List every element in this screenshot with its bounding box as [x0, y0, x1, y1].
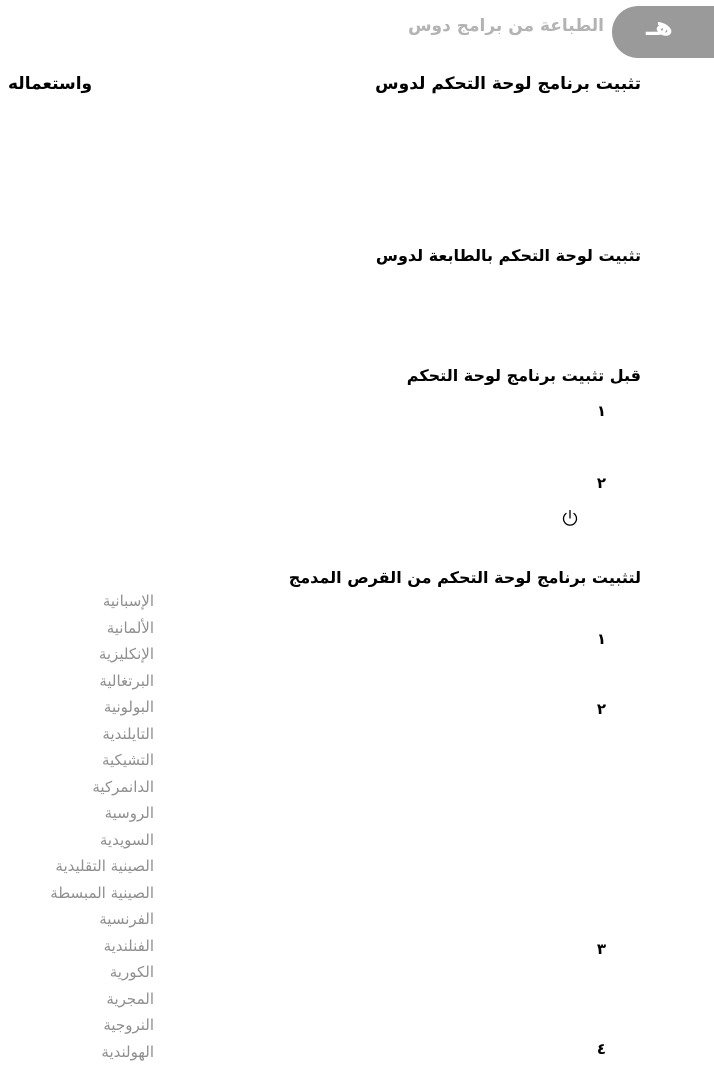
language-item: الروسية — [50, 800, 154, 827]
running-header: الطباعة من برامج دوس — [408, 16, 604, 36]
language-list — [50, 588, 154, 1065]
language-item: التايلندية — [50, 721, 154, 748]
language-item: الهولندية — [50, 1039, 154, 1065]
page-title: تثبيت برنامج لوحة التحكم لدوس — [375, 74, 641, 94]
section-heading-cd-install: لتثبيت برنامج لوحة التحكم من القرص المدمج — [281, 564, 641, 592]
language-item: الفرنسية — [50, 906, 154, 933]
language-item: الصينية التقليدية — [50, 853, 154, 880]
page-title-continuation: واستعماله — [8, 74, 92, 94]
language-item: الإنكليزية — [50, 641, 154, 668]
section-heading-before-install: قبل تثبيت برنامج لوحة التحكم — [407, 366, 641, 385]
step-number: ١ — [597, 402, 606, 420]
step-number: ١ — [597, 630, 606, 648]
language-item: الإسبانية — [50, 588, 154, 615]
chapter-letter: هـ — [646, 12, 673, 42]
language-item: البولونية — [50, 694, 154, 721]
language-item: البرتغالية — [50, 668, 154, 695]
language-item: الفنلندية — [50, 933, 154, 960]
step-number: ٢ — [597, 474, 606, 492]
language-item: الصينية المبسطة — [50, 880, 154, 907]
language-item: السويدية — [50, 827, 154, 854]
power-icon — [560, 508, 580, 528]
language-item: الألمانية — [50, 615, 154, 642]
step-number: ٢ — [597, 700, 606, 718]
section-heading-install: تثبيت لوحة التحكم بالطابعة لدوس — [376, 246, 641, 265]
language-item: الدانمركية — [50, 774, 154, 801]
language-item: المجرية — [50, 986, 154, 1013]
language-item: النروجية — [50, 1012, 154, 1039]
step-number: ٤ — [597, 1040, 606, 1058]
language-item: التشيكية — [50, 747, 154, 774]
language-item: الكورية — [50, 959, 154, 986]
step-number: ٣ — [597, 940, 606, 958]
